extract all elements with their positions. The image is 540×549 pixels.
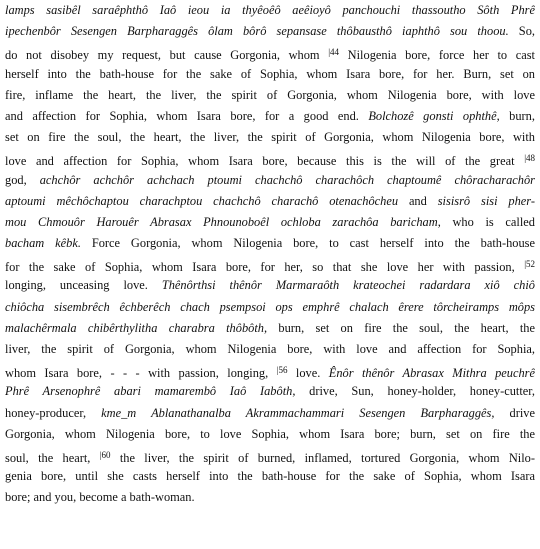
text-segment: |56: [276, 365, 288, 376]
text-line: [5, 318, 535, 339]
text-segment: honey-producer,: [5, 405, 102, 420]
text-segment: |60: [99, 449, 111, 460]
text-line: [5, 339, 535, 360]
text-line: [5, 403, 535, 424]
text-line: [5, 170, 535, 191]
text-line: [5, 233, 535, 254]
text-block: [5, 0, 535, 509]
text-segment: the liver, the spirit of burned, inflamed, tortured Gorgonia, whom Nilo-: [110, 450, 535, 465]
text-segment: |52: [524, 259, 535, 270]
text-segment: Nilogenia bore, force her to cast: [339, 48, 535, 63]
text-segment: kme_m Ablanathanalba Akrammachammari Sesengen Barpharaggês,: [101, 405, 495, 420]
text-line: [5, 487, 535, 508]
text-segment: Gorgonia, whom Nilogenia bore, to love Sophia, whom Isara bore; burn, set on fire the: [5, 426, 535, 441]
text-segment: aptoumi mêchôchaptou charachptou chachchô charachô otenachôcheu: [5, 193, 399, 208]
text-line: [5, 275, 535, 296]
text-segment: , who is called: [437, 214, 535, 229]
text-segment: whom Isara bore, - - - with passion, longing,: [5, 366, 277, 381]
text-segment: love and affection for Sophia, whom Isara bore, because this is the will of the great: [5, 154, 525, 169]
text-segment: So,: [508, 24, 535, 39]
text-line: [5, 42, 535, 63]
text-segment: love.: [287, 366, 329, 381]
text-segment: Phrê Arsenophrê abari mamarembô Iaô Iabôth,: [5, 384, 296, 399]
text-segment: drive: [494, 405, 535, 420]
text-segment: for the sake of Sophia, whom Isara bore, for her, so that she love her with passion,: [5, 260, 525, 275]
text-segment: achchôr achchôr achchach ptoumi chachchô charachôch chaptoumê chôracharachôr: [39, 172, 535, 187]
text-segment: ipechenbôr Sesengen Barpharaggês ôlam bôrô sepansase thôbausthô iaphthô sou thoou.: [5, 24, 509, 39]
text-segment: malachêrmala chibêrthylitha charabra thôbôth,: [5, 320, 268, 335]
text-line: [5, 360, 535, 381]
text-line: [5, 445, 535, 466]
text-segment: burn,: [499, 108, 535, 123]
text-segment: sisisrô sisi pher-: [437, 193, 535, 208]
text-line: [5, 21, 535, 42]
text-segment: longing, unceasing love.: [5, 278, 162, 293]
text-segment: bore; and you, become a bath-woman.: [5, 490, 195, 505]
text-segment: and affection for Sophia, whom Isara bore, for a good end.: [5, 108, 369, 123]
text-segment: fire, inflame the heart, the liver, the spirit of Gorgonia, whom Nilogenia bore, with love: [5, 87, 535, 102]
text-line: [5, 0, 535, 21]
text-segment: and: [398, 193, 438, 208]
text-segment: Ênôr thênôr Abrasax Mithra peuchrê: [328, 366, 535, 381]
text-segment: drive, Sun, honey-holder, honey-cutter,: [295, 384, 535, 399]
text-line: [5, 85, 535, 106]
text-segment: mou Chmouôr Harouêr Abrasax Phnounoboêl ochloba zarachôa baricham: [5, 214, 438, 229]
text-segment: chiôcha sisembrêch êchberêch chach psempsoi ops emphrê chalach êrere tôrcheiramps môps: [5, 299, 535, 314]
text-segment: Thênôrthsi thênôr Marmaraôth krateochei radardara xiô chiô: [161, 278, 535, 293]
text-line: [5, 254, 535, 275]
text-segment: |44: [328, 47, 340, 58]
text-line: [5, 212, 535, 233]
text-segment: |48: [524, 153, 535, 164]
text-line: [5, 381, 535, 402]
text-segment: bacham kêbk.: [5, 236, 81, 251]
text-segment: lamps sasibêl saraêphthô Iaô ieou ia thyêoêô aeêioyô panchouchi thassoutho Sôth Phrê: [5, 3, 535, 17]
text-line: [5, 191, 535, 212]
text-line: [5, 424, 535, 445]
text-segment: genia bore, until she casts herself into the bath-house for the sake of Sophia, whom Isara: [5, 469, 535, 484]
text-line: [5, 64, 535, 85]
text-segment: liver, the spirit of Gorgonia, whom Nilogenia bore, with love and affection for Sophia,: [5, 342, 535, 356]
text-segment: burn, set on fire the soul, the heart, the: [267, 320, 535, 335]
text-segment: herself into the bath-house for the sake of Sophia, whom Isara bore, for her. Burn, set on: [5, 66, 535, 81]
text-segment: do not disobey my request, but cause Gorgonia, whom: [5, 48, 329, 63]
text-line: [5, 148, 535, 169]
text-segment: god,: [5, 172, 40, 187]
text-segment: set on fire the soul, the heart, the liver, the spirit of Gorgonia, whom Nilogenia bore, with: [5, 130, 535, 145]
text-line: [5, 466, 535, 487]
text-line: [5, 127, 535, 148]
text-segment: Force Gorgonia, whom Nilogenia bore, to cast herself into the bath-house: [80, 236, 535, 251]
text-line: [5, 297, 535, 318]
text-segment: Bolchozê gonsti ophthê,: [368, 108, 500, 123]
text-line: [5, 106, 535, 127]
text-segment: soul, the heart,: [5, 450, 100, 465]
